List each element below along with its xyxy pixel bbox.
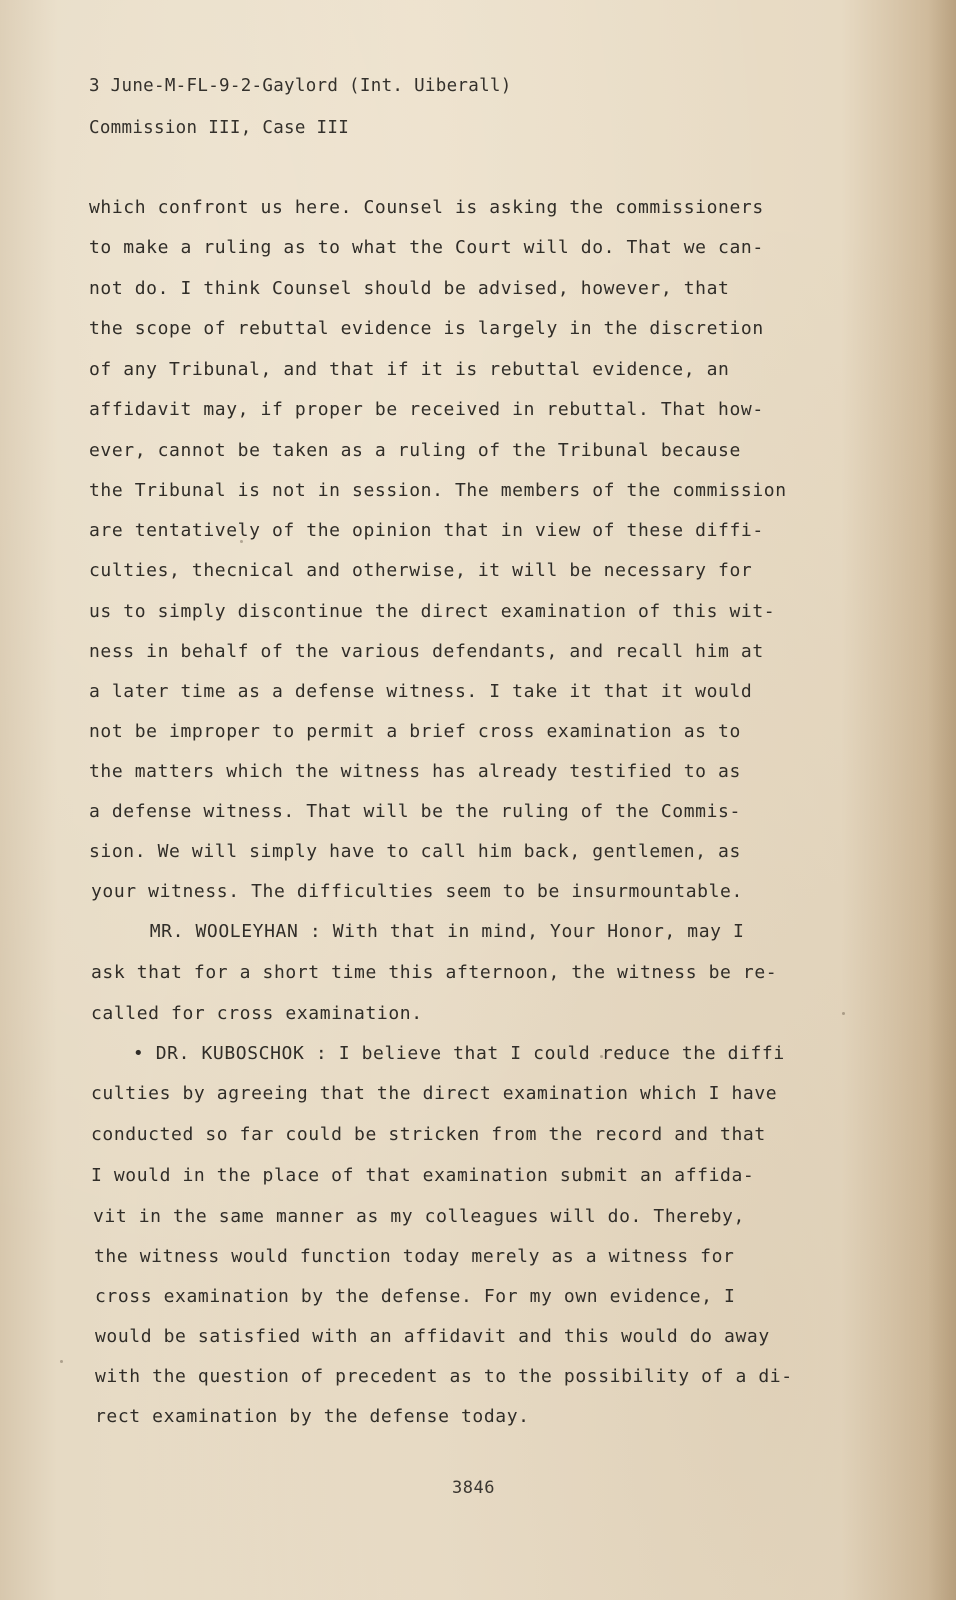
body-line: not be improper to permit a brief cross examination as to: [89, 721, 741, 742]
body-line: a defense witness. That will be the ruling of the Commis-: [89, 801, 741, 822]
body-line: your witness. The difficulties seem to be insurmountable.: [91, 881, 743, 902]
body-line: are tentatively of the opinion that in view of these diffi-: [89, 520, 764, 541]
body-line: to make a ruling as to what the Court will do. That we can-: [89, 237, 764, 258]
body-line: I would in the place of that examination submit an affida-: [91, 1165, 755, 1186]
body-line: the scope of rebuttal evidence is largely in the discretion: [89, 318, 764, 339]
body-line: MR. WOOLEYHAN : With that in mind, Your Honor, may I: [104, 921, 745, 942]
body-line: us to simply discontinue the direct examination of this wit-: [89, 601, 776, 622]
paper-speck: [842, 1012, 845, 1015]
body-line: sion. We will simply have to call him back, gentlemen, as: [89, 841, 741, 862]
body-line: culties, thecnical and otherwise, it will be necessary for: [89, 560, 753, 581]
body-line: affidavit may, if proper be received in rebuttal. That how-: [89, 399, 764, 420]
page-edge-shadow: [928, 0, 956, 1600]
body-line: a later time as a defense witness. I take it that it would: [89, 681, 753, 702]
body-line: the Tribunal is not in session. The members of the commission: [89, 480, 787, 501]
body-line: rect examination by the defense today.: [95, 1406, 530, 1427]
body-line: ness in behalf of the various defendants, and recall him at: [89, 641, 764, 662]
body-line: of any Tribunal, and that if it is rebuttal evidence, an: [89, 359, 730, 380]
body-line: the witness would function today merely as a witness for: [94, 1246, 735, 1267]
body-line: conducted so far could be stricken from the record and that: [91, 1124, 766, 1145]
header-case-line: Commission III, Case III: [89, 118, 350, 138]
page-number: 3846: [452, 1478, 495, 1498]
body-line: • DR. KUBOSCHOK : I believe that I could reduce the diffi: [110, 1043, 785, 1064]
body-line: with the question of precedent as to the possibility of a di-: [95, 1366, 793, 1387]
paper-speck: [60, 1360, 63, 1363]
body-line: vit in the same manner as my colleagues will do. Thereby,: [93, 1206, 745, 1227]
body-line: cross examination by the defense. For my own evidence, I: [95, 1286, 736, 1307]
paper-speck: [600, 1055, 603, 1058]
header-reference-line: 3 June-M-FL-9-2-Gaylord (Int. Uiberall): [89, 76, 512, 96]
body-line: the matters which the witness has already testified to as: [89, 761, 741, 782]
body-line: called for cross examination.: [91, 1003, 423, 1024]
body-line: not do. I think Counsel should be advised, however, that: [89, 278, 730, 299]
paper-speck: [240, 540, 243, 543]
body-line: ever, cannot be taken as a ruling of the Tribunal because: [89, 440, 741, 461]
body-line: ask that for a short time this afternoon, the witness be re-: [91, 962, 778, 983]
body-line: which confront us here. Counsel is asking the commissioners: [89, 197, 764, 218]
body-line: culties by agreeing that the direct examination which I have: [91, 1083, 778, 1104]
body-line: would be satisfied with an affidavit and this would do away: [95, 1326, 770, 1347]
